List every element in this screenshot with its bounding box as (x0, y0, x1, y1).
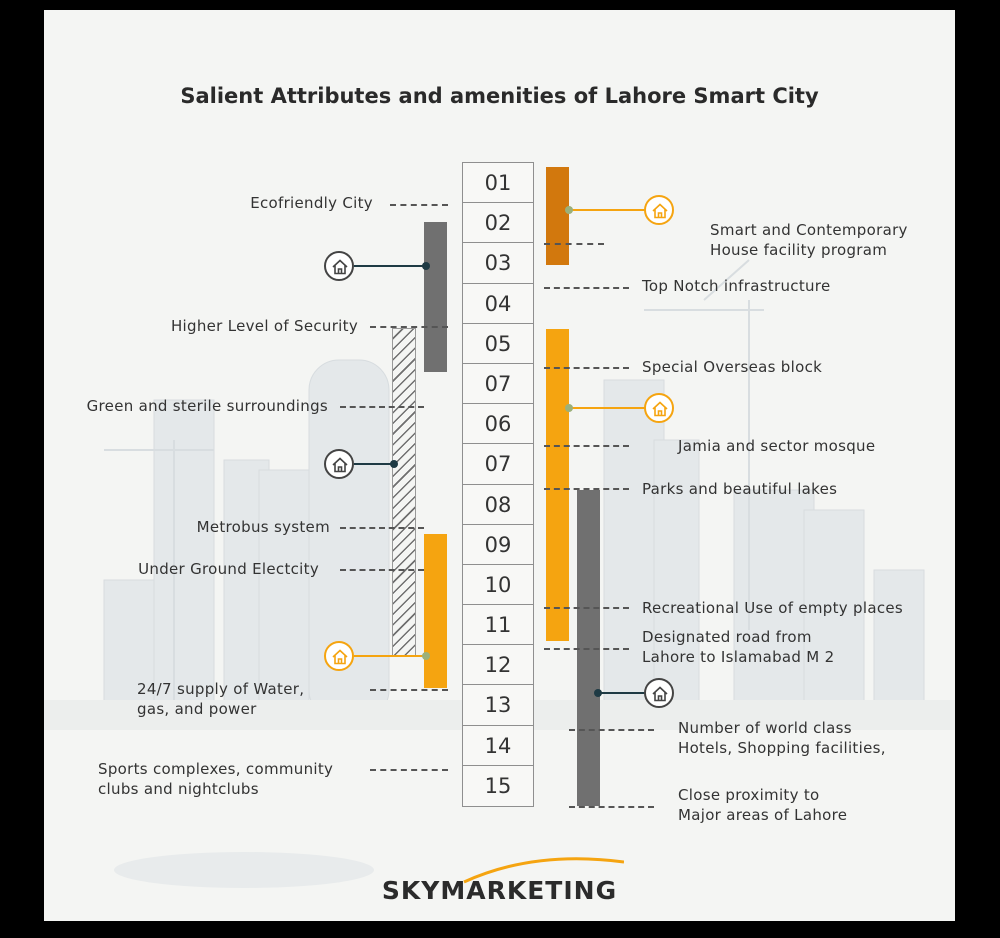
connector-dot (390, 460, 398, 468)
brand-logo: SKYMARKETING (381, 876, 618, 905)
number-cell: 07 (463, 444, 533, 484)
leader-line (370, 689, 448, 691)
number-cell: 02 (463, 203, 533, 243)
leader-line (340, 569, 424, 571)
house-icon (651, 202, 669, 220)
bar-orange-left (424, 534, 447, 688)
label-electricity: Under Ground Electcity (138, 560, 319, 578)
number-cell: 13 (463, 685, 533, 725)
connector (570, 209, 646, 211)
number-cell: 01 (463, 163, 533, 203)
label-security: Higher Level of Security (170, 317, 358, 335)
house-icon-badge (644, 195, 674, 225)
connector-dot (422, 262, 430, 270)
number-cell: 12 (463, 645, 533, 685)
house-icon (331, 648, 349, 666)
house-icon-badge (644, 678, 674, 708)
connector-dot (565, 206, 573, 214)
number-cell: 05 (463, 324, 533, 364)
label-sports: Sports complexes, community clubs and nightclubs (98, 760, 334, 798)
house-icon (331, 258, 349, 276)
house-icon (651, 685, 669, 703)
bar-grey-left (424, 222, 447, 372)
infographic-poster (44, 10, 955, 921)
bar-hatched-left (392, 328, 416, 656)
number-cell: 03 (463, 243, 533, 283)
house-icon (331, 456, 349, 474)
number-stack (462, 162, 534, 807)
label-infrastructure: Top Notch infrastructure (642, 277, 831, 295)
label-proximity: Close proximity to Major areas of Lahore (678, 786, 848, 824)
label-ecofriendly: Ecofriendly City (250, 194, 373, 212)
leader-line (340, 527, 424, 529)
number-cell: 15 (484, 773, 512, 798)
connector (570, 407, 646, 409)
page-title: Salient Attributes and amenities of Lahore Smart City (180, 84, 819, 108)
number-cell: 10 (463, 565, 533, 605)
label-mosque: Jamia and sector mosque (678, 437, 876, 455)
bar-orange-right (546, 329, 569, 641)
leader-line (370, 769, 448, 771)
leader-line (544, 367, 629, 369)
house-icon (651, 400, 669, 418)
number-cell: 07 (463, 364, 533, 404)
number-cell: 09 (463, 525, 533, 565)
label-recreational: Recreational Use of empty places (642, 599, 904, 617)
label-hotels: Number of world class Hotels, Shopping facilities, (678, 719, 886, 757)
leader-line (544, 445, 629, 447)
leader-line (544, 488, 629, 490)
connector-dot (422, 652, 430, 660)
number-cell: 11 (463, 605, 533, 645)
house-icon-badge (324, 449, 354, 479)
house-icon-badge (324, 641, 354, 671)
leader-line (544, 243, 604, 245)
leader-line (370, 326, 448, 328)
connector (354, 265, 426, 267)
label-parks: Parks and beautiful lakes (642, 480, 838, 498)
label-green: Green and sterile surroundings (86, 397, 328, 415)
number-cell: 04 (463, 284, 533, 324)
label-metrobus: Metrobus system (196, 518, 330, 536)
label-overseas: Special Overseas block (642, 358, 823, 376)
leader-line (569, 806, 654, 808)
label-smart-house: Smart and Contemporary House facility program (710, 221, 908, 259)
bar-dark-orange-right (546, 167, 569, 265)
connector (600, 692, 646, 694)
number-cell: 14 (463, 726, 533, 766)
label-supply: 24/7 supply of Water, gas, and power (137, 680, 305, 718)
label-road: Designated road from Lahore to Islamabad M 2 (642, 628, 835, 666)
leader-line (340, 406, 424, 408)
connector (354, 655, 426, 657)
leader-line (544, 648, 629, 650)
connector (354, 463, 394, 465)
house-icon-badge (644, 393, 674, 423)
leader-line (390, 204, 448, 206)
connector-dot (565, 404, 573, 412)
number-cell: 06 (463, 404, 533, 444)
house-icon-badge (324, 251, 354, 281)
leader-line (544, 287, 629, 289)
leader-line (544, 607, 629, 609)
leader-line (569, 729, 654, 731)
connector-dot (594, 689, 602, 697)
number-cell: 08 (463, 485, 533, 525)
